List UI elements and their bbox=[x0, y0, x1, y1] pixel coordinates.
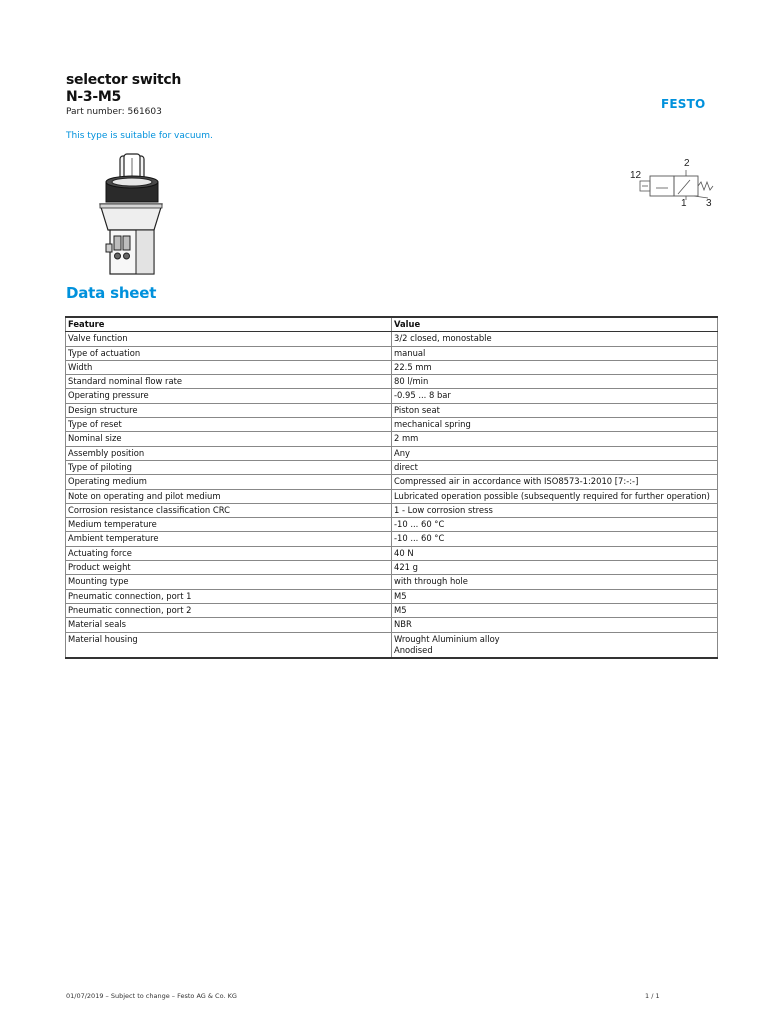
value-cell: -10 ... 60 °C bbox=[392, 532, 718, 546]
feature-cell: Product weight bbox=[66, 561, 392, 575]
value-cell: with through hole bbox=[392, 575, 718, 589]
value-column-header: Value bbox=[392, 317, 718, 332]
feature-cell: Note on operating and pilot medium bbox=[66, 489, 392, 503]
spec-table bbox=[65, 316, 718, 659]
feature-cell: Operating pressure bbox=[66, 389, 392, 403]
value-cell: -10 ... 60 °C bbox=[392, 518, 718, 532]
page-number: 1 / 1 bbox=[645, 992, 660, 1000]
table-row bbox=[66, 446, 718, 460]
part-number: Part number: 561603 bbox=[66, 107, 162, 117]
feature-cell: Type of actuation bbox=[66, 346, 392, 360]
feature-cell: Type of reset bbox=[66, 418, 392, 432]
selector-switch-image bbox=[96, 152, 166, 280]
value-cell: 3/2 closed, monostable bbox=[392, 332, 718, 346]
festo-logo: FESTO bbox=[661, 97, 706, 111]
value-cell: 421 g bbox=[392, 561, 718, 575]
feature-cell: Pneumatic connection, port 2 bbox=[66, 603, 392, 617]
feature-cell: Type of piloting bbox=[66, 460, 392, 474]
feature-cell: Mounting type bbox=[66, 575, 392, 589]
footer-left: 01/07/2019 – Subject to change – Festo AG & Co. KG bbox=[66, 992, 237, 1000]
value-cell: Compressed air in accordance with ISO8573-1:2010 [7:-:-] bbox=[392, 475, 718, 489]
table-row bbox=[66, 489, 718, 503]
value-cell: NBR bbox=[392, 618, 718, 632]
value-cell: Lubricated operation possible (subsequently required for further operation) bbox=[392, 489, 718, 503]
table-row bbox=[66, 518, 718, 532]
value-cell: -0.95 ... 8 bar bbox=[392, 389, 718, 403]
feature-cell: Corrosion resistance classification CRC bbox=[66, 503, 392, 517]
value-cell: mechanical spring bbox=[392, 418, 718, 432]
table-row bbox=[66, 618, 718, 632]
value-cell: M5 bbox=[392, 589, 718, 603]
pneumatic-symbol bbox=[628, 154, 720, 210]
value-cell: 22.5 mm bbox=[392, 360, 718, 374]
value-cell: 2 mm bbox=[392, 432, 718, 446]
feature-cell: Standard nominal flow rate bbox=[66, 375, 392, 389]
table-row bbox=[66, 632, 718, 658]
data-sheet-heading: Data sheet bbox=[66, 284, 157, 302]
table-row bbox=[66, 532, 718, 546]
value-cell: Piston seat bbox=[392, 403, 718, 417]
symbol-port-1: 1 bbox=[681, 198, 687, 209]
symbol-port-3: 3 bbox=[706, 198, 712, 209]
symbol-port-12: 12 bbox=[630, 170, 642, 181]
value-cell: 1 - Low corrosion stress bbox=[392, 503, 718, 517]
table-row bbox=[66, 332, 718, 346]
table-row bbox=[66, 346, 718, 360]
table-row bbox=[66, 460, 718, 474]
vacuum-note: This type is suitable for vacuum. bbox=[66, 131, 213, 141]
table-row bbox=[66, 432, 718, 446]
table-row bbox=[66, 403, 718, 417]
feature-cell: Operating medium bbox=[66, 475, 392, 489]
feature-cell: Actuating force bbox=[66, 546, 392, 560]
value-cell: M5 bbox=[392, 603, 718, 617]
feature-column-header: Feature bbox=[66, 317, 392, 332]
feature-cell: Material housing bbox=[66, 632, 392, 658]
spec-table-body bbox=[66, 332, 718, 658]
product-title bbox=[66, 72, 181, 106]
table-row bbox=[66, 546, 718, 560]
table-row bbox=[66, 375, 718, 389]
table-row bbox=[66, 589, 718, 603]
table-row bbox=[66, 503, 718, 517]
feature-cell: Valve function bbox=[66, 332, 392, 346]
feature-cell: Pneumatic connection, port 1 bbox=[66, 589, 392, 603]
value-cell: Any bbox=[392, 446, 718, 460]
value-cell: Wrought Aluminium alloy Anodised bbox=[392, 632, 718, 658]
value-cell: 40 N bbox=[392, 546, 718, 560]
table-row bbox=[66, 360, 718, 374]
table-row bbox=[66, 603, 718, 617]
spec-table-header bbox=[66, 317, 718, 332]
value-cell: direct bbox=[392, 460, 718, 474]
feature-cell: Ambient temperature bbox=[66, 532, 392, 546]
table-row bbox=[66, 561, 718, 575]
symbol-port-2: 2 bbox=[684, 158, 690, 169]
product-title-line1: selector switch bbox=[66, 72, 182, 88]
table-row bbox=[66, 575, 718, 589]
feature-cell: Medium temperature bbox=[66, 518, 392, 532]
value-cell: 80 l/min bbox=[392, 375, 718, 389]
product-title-line2: N-3-M5 bbox=[66, 89, 121, 105]
table-row bbox=[66, 475, 718, 489]
table-row bbox=[66, 389, 718, 403]
feature-cell: Assembly position bbox=[66, 446, 392, 460]
value-cell: manual bbox=[392, 346, 718, 360]
feature-cell: Material seals bbox=[66, 618, 392, 632]
feature-cell: Width bbox=[66, 360, 392, 374]
feature-cell: Nominal size bbox=[66, 432, 392, 446]
feature-cell: Design structure bbox=[66, 403, 392, 417]
table-row bbox=[66, 418, 718, 432]
